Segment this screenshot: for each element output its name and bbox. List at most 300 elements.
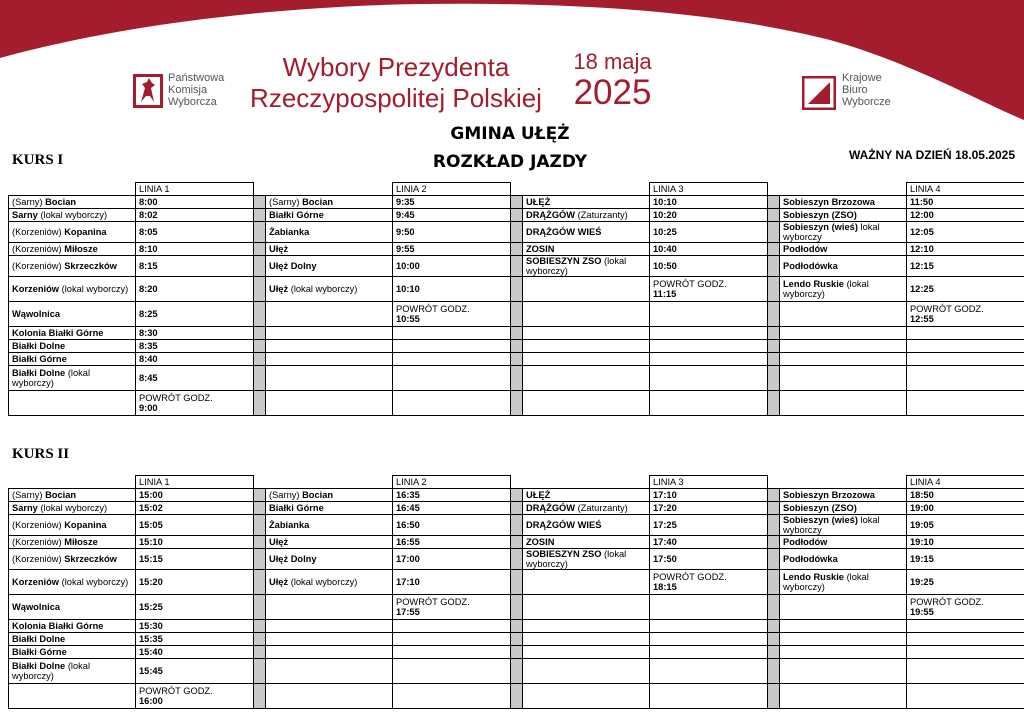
stop-cell (266, 595, 393, 620)
column-gap (511, 549, 523, 570)
stop-time: 15:05 (139, 520, 163, 530)
stop-time: 8:00 (139, 197, 158, 207)
stop-cell (266, 256, 393, 277)
stop-name: Ułęż Dolny (269, 261, 317, 271)
kurs-1-label: KURS I (12, 152, 64, 168)
stop-time: 16:35 (396, 490, 420, 500)
stop-suffix: (lokal wyborczy) (12, 368, 91, 388)
stop-cell (266, 391, 393, 416)
stop-cell (523, 502, 650, 515)
stop-name: Sarny (12, 210, 38, 220)
stop-name: Białki Dolne (12, 368, 66, 378)
time-cell (907, 646, 1024, 659)
election-date (565, 50, 660, 112)
time-cell (650, 646, 768, 659)
stop-cell (266, 489, 393, 502)
stop-cell (9, 353, 136, 366)
return-time: 16:00 (139, 696, 163, 706)
time-cell (650, 222, 768, 243)
header-gap-cell (254, 183, 266, 196)
column-gap (254, 659, 266, 684)
stop-time: 12:15 (910, 261, 934, 271)
pkw-logo (133, 72, 233, 114)
stop-name: Korzeniów (12, 284, 60, 294)
time-cell (907, 502, 1024, 515)
time-cell (650, 502, 768, 515)
stop-time: 15:35 (139, 634, 163, 644)
return-time: 9:00 (139, 403, 158, 413)
time-cell (136, 222, 254, 243)
header-blank-cell (523, 183, 650, 196)
time-cell (393, 366, 511, 391)
stop-name: Korzeniów (12, 577, 60, 587)
time-cell (136, 515, 254, 536)
stop-cell (780, 633, 907, 646)
stop-name: Lendo Ruskie (783, 572, 844, 582)
column-gap (254, 366, 266, 391)
time-cell (907, 196, 1024, 209)
stop-name: UŁĘŻ (526, 490, 551, 500)
stop-prefix: (Sarny) (269, 197, 300, 207)
stop-time: 17:10 (653, 490, 677, 500)
column-gap (254, 222, 266, 243)
stop-cell (523, 646, 650, 659)
time-cell (907, 659, 1024, 684)
return-label: POWRÓT GODZ. (910, 304, 984, 314)
table-row (9, 302, 1024, 327)
kbw-logo-line-3: Wyborcze (842, 96, 891, 108)
schedule-table-kurs-1 (8, 182, 1024, 416)
time-cell (650, 633, 768, 646)
column-gap (254, 502, 266, 515)
column-gap (254, 327, 266, 340)
column-gap (254, 646, 266, 659)
stop-time: 15:25 (139, 602, 163, 612)
column-gap (511, 366, 523, 391)
column-gap (768, 366, 780, 391)
stop-suffix: lokal wyborczy (783, 222, 880, 242)
pkw-logo-line-2: Komisja (168, 84, 208, 96)
stop-time: 17:20 (653, 503, 677, 513)
stop-name: Sobieszyn (wieś) (783, 222, 858, 232)
return-time: 17:55 (396, 607, 420, 617)
column-gap (511, 353, 523, 366)
time-cell (136, 366, 254, 391)
time-cell (393, 277, 511, 302)
stop-suffix: (lokal wyborczy) (40, 503, 108, 513)
column-gap (254, 196, 266, 209)
time-cell (907, 391, 1024, 416)
time-cell (393, 646, 511, 659)
stop-cell (266, 633, 393, 646)
table-row (9, 684, 1024, 709)
stop-cell (266, 327, 393, 340)
stop-name: Kolonia Białki Górne (12, 328, 104, 338)
stop-prefix: (Korzeniów) (12, 554, 62, 564)
column-gap (768, 209, 780, 222)
time-cell (136, 646, 254, 659)
line-header: LINIA 4 (907, 183, 1024, 196)
stop-cell (523, 222, 650, 243)
return-time: 12:55 (910, 314, 934, 324)
time-cell (393, 327, 511, 340)
time-cell (650, 327, 768, 340)
column-gap (511, 222, 523, 243)
stop-cell (266, 549, 393, 570)
stop-time: 16:45 (396, 503, 420, 513)
time-cell (907, 536, 1024, 549)
stop-time: 19:10 (910, 537, 934, 547)
column-gap (768, 327, 780, 340)
stop-cell (266, 366, 393, 391)
stop-time: 17:50 (653, 554, 677, 564)
stop-cell (780, 646, 907, 659)
table-row (9, 366, 1024, 391)
kbw-logo-line-1: Krajowe (842, 72, 882, 84)
column-gap (511, 536, 523, 549)
line-header: LINIA 2 (393, 476, 511, 489)
column-gap (768, 536, 780, 549)
table-row (9, 515, 1024, 536)
stop-cell (9, 366, 136, 391)
stop-suffix: (lokal wyborczy) (526, 256, 627, 276)
stop-name: DRĄŻGÓW WIEŚ (526, 520, 602, 530)
eagle-emblem-icon (712, 36, 772, 116)
table-row (9, 353, 1024, 366)
kbw-logo (802, 72, 912, 114)
stop-name: Sobieszyn Brzozowa (783, 197, 875, 207)
column-gap (254, 633, 266, 646)
stop-cell (780, 684, 907, 709)
stop-name: Białki Dolne (12, 634, 66, 644)
stop-cell (9, 222, 136, 243)
time-cell (650, 620, 768, 633)
column-gap (511, 659, 523, 684)
pkw-logo-line-3: Wyborcza (168, 96, 217, 108)
header-gap-cell (768, 183, 780, 196)
column-gap (511, 391, 523, 416)
stop-cell (266, 684, 393, 709)
stop-time: 10:25 (653, 227, 677, 237)
stop-cell (523, 366, 650, 391)
stop-name: Białki Dolne (12, 661, 66, 671)
time-cell (393, 515, 511, 536)
stop-name: Białki Górne (269, 210, 324, 220)
time-cell (393, 536, 511, 549)
stop-time: 10:40 (653, 244, 677, 254)
time-cell (907, 353, 1024, 366)
line-header: LINIA 1 (136, 476, 254, 489)
election-date-year: 2025 (573, 73, 652, 112)
column-gap (254, 684, 266, 709)
stop-name: Białki Górne (269, 503, 324, 513)
table-row (9, 340, 1024, 353)
stop-name: Bocian (45, 197, 77, 207)
column-gap (511, 489, 523, 502)
time-cell (650, 684, 768, 709)
stop-cell (9, 243, 136, 256)
stop-cell (780, 209, 907, 222)
time-cell (136, 243, 254, 256)
column-gap (768, 570, 780, 595)
column-gap (511, 243, 523, 256)
stop-cell (9, 391, 136, 416)
stop-time: 16:55 (396, 537, 420, 547)
column-gap (768, 222, 780, 243)
stop-cell (523, 549, 650, 570)
header-blank-cell (523, 476, 650, 489)
stop-time: 11:50 (910, 197, 934, 207)
time-cell (907, 327, 1024, 340)
time-cell (907, 684, 1024, 709)
stop-cell (266, 646, 393, 659)
stop-cell (9, 209, 136, 222)
stop-time: 19:00 (910, 503, 934, 513)
stop-cell (780, 256, 907, 277)
stop-cell (266, 277, 393, 302)
stop-cell (266, 196, 393, 209)
time-cell (650, 659, 768, 684)
time-cell (650, 536, 768, 549)
stop-time: 8:45 (139, 373, 158, 383)
stop-time: 15:20 (139, 577, 163, 587)
election-title (246, 52, 546, 114)
table-row (9, 222, 1024, 243)
stop-cell (523, 515, 650, 536)
line-header: LINIA 3 (650, 183, 768, 196)
stop-time: 15:40 (139, 647, 163, 657)
stop-name: DRĄŻGÓW WIEŚ (526, 227, 602, 237)
time-cell (650, 340, 768, 353)
stop-cell (523, 302, 650, 327)
stop-name: Ułęż (269, 284, 289, 294)
stop-cell (266, 243, 393, 256)
column-gap (768, 502, 780, 515)
stop-name: Żabianka (269, 520, 310, 530)
stop-time: 8:40 (139, 354, 158, 364)
stop-name: Kopanina (64, 520, 107, 530)
column-gap (511, 256, 523, 277)
time-cell (136, 340, 254, 353)
column-gap (254, 391, 266, 416)
table-row (9, 549, 1024, 570)
stop-cell (266, 536, 393, 549)
column-gap (254, 549, 266, 570)
time-cell (136, 327, 254, 340)
header-blank-cell (9, 476, 136, 489)
stop-suffix: (lokal wyborczy) (12, 661, 91, 681)
stop-suffix: (lokal wyborczy) (783, 279, 869, 299)
stop-suffix: (Zaturzanty) (577, 210, 628, 220)
stop-time: 19:25 (910, 577, 934, 587)
header-blank-cell (266, 183, 393, 196)
table-row (9, 277, 1024, 302)
stop-suffix: (lokal wyborczy) (61, 577, 129, 587)
column-gap (768, 256, 780, 277)
column-gap (768, 646, 780, 659)
stop-suffix: (lokal wyborczy) (526, 549, 627, 569)
stop-cell (523, 659, 650, 684)
stop-cell (9, 256, 136, 277)
column-gap (511, 620, 523, 633)
stop-time: 19:15 (910, 554, 934, 564)
stop-cell (9, 340, 136, 353)
time-cell (907, 222, 1024, 243)
stop-cell (523, 209, 650, 222)
stop-time: 10:50 (653, 261, 677, 271)
time-cell (393, 256, 511, 277)
stop-suffix: (lokal wyborczy) (783, 572, 869, 592)
stop-name: Bocian (302, 197, 334, 207)
column-gap (768, 595, 780, 620)
stop-time: 19:05 (910, 520, 934, 530)
time-cell (136, 353, 254, 366)
table-row (9, 196, 1024, 209)
time-cell (907, 277, 1024, 302)
time-cell (136, 659, 254, 684)
column-gap (511, 515, 523, 536)
column-gap (768, 302, 780, 327)
column-gap (254, 570, 266, 595)
stop-cell (9, 489, 136, 502)
return-time: 11:15 (653, 289, 677, 299)
column-gap (768, 391, 780, 416)
header-blank-cell (9, 183, 136, 196)
stop-cell (266, 353, 393, 366)
table-row (9, 595, 1024, 620)
time-cell (393, 222, 511, 243)
time-cell (650, 570, 768, 595)
stop-time: 12:25 (910, 284, 934, 294)
column-gap (511, 196, 523, 209)
stop-cell (9, 684, 136, 709)
stop-cell (9, 620, 136, 633)
stop-time: 8:02 (139, 210, 158, 220)
stop-cell (523, 570, 650, 595)
stop-cell (780, 549, 907, 570)
time-cell (393, 196, 511, 209)
column-gap (511, 684, 523, 709)
stop-cell (9, 327, 136, 340)
column-gap (768, 684, 780, 709)
time-cell (393, 570, 511, 595)
time-cell (393, 391, 511, 416)
header-gap-cell (511, 476, 523, 489)
column-gap (768, 515, 780, 536)
stop-name: Białki Dolne (12, 341, 66, 351)
stop-cell (780, 353, 907, 366)
column-gap (511, 302, 523, 327)
stop-suffix: lokal wyborczy (783, 515, 880, 535)
table-row (9, 502, 1024, 515)
stop-time: 12:05 (910, 227, 934, 237)
return-label: POWRÓT GODZ. (653, 572, 727, 582)
stop-cell (266, 340, 393, 353)
election-title-line-1: Wybory Prezydenta (282, 52, 510, 82)
stop-name: Ułęż Dolny (269, 554, 317, 564)
stop-cell (523, 595, 650, 620)
stop-time: 9:45 (396, 210, 415, 220)
column-gap (254, 515, 266, 536)
stop-name: SOBIESZYN ZSO (526, 549, 602, 559)
time-cell (650, 302, 768, 327)
stop-cell (266, 302, 393, 327)
time-cell (650, 209, 768, 222)
stop-time: 8:30 (139, 328, 158, 338)
time-cell (907, 595, 1024, 620)
stop-name: Żabianka (269, 227, 310, 237)
table-row (9, 209, 1024, 222)
stop-name: Bocian (302, 490, 334, 500)
stop-time: 15:15 (139, 554, 163, 564)
kurs-2-label: KURS II (12, 446, 70, 462)
stop-cell (9, 549, 136, 570)
time-cell (136, 391, 254, 416)
stop-cell (523, 633, 650, 646)
stop-cell (780, 302, 907, 327)
return-time: 19:55 (910, 607, 934, 617)
stop-time: 15:02 (139, 503, 163, 513)
stop-cell (780, 536, 907, 549)
stop-cell (9, 646, 136, 659)
return-label: POWRÓT GODZ. (396, 597, 470, 607)
stop-time: 15:45 (139, 666, 163, 676)
time-cell (907, 209, 1024, 222)
column-gap (768, 549, 780, 570)
header-blank-cell (780, 476, 907, 489)
column-gap (254, 340, 266, 353)
stop-name: Wąwolnica (12, 602, 61, 612)
stop-cell (523, 684, 650, 709)
column-gap (254, 353, 266, 366)
stop-name: Ułęż (269, 537, 289, 547)
stop-name: DRĄŻGÓW (526, 503, 576, 513)
stop-time: 12:00 (910, 210, 934, 220)
column-gap (511, 209, 523, 222)
column-gap (768, 243, 780, 256)
column-gap (768, 659, 780, 684)
time-cell (393, 684, 511, 709)
time-cell (907, 633, 1024, 646)
stop-time: 18:50 (910, 490, 934, 500)
return-time: 10:55 (396, 314, 420, 324)
stop-time: 17:40 (653, 537, 677, 547)
stop-time: 12:10 (910, 244, 934, 254)
stop-prefix: (Korzeniów) (12, 261, 62, 271)
time-cell (136, 256, 254, 277)
stop-cell (780, 620, 907, 633)
table-row (9, 659, 1024, 684)
stop-time: 8:10 (139, 244, 158, 254)
stop-name: Kolonia Białki Górne (12, 621, 104, 631)
stop-cell (523, 327, 650, 340)
time-cell (393, 489, 511, 502)
stop-name: ZOSIN (526, 537, 555, 547)
stop-time: 8:15 (139, 261, 158, 271)
stop-time: 16:50 (396, 520, 420, 530)
return-time: 18:15 (653, 582, 677, 592)
stop-time: 8:25 (139, 309, 158, 319)
time-cell (393, 659, 511, 684)
stop-time: 8:20 (139, 284, 158, 294)
table-row (9, 327, 1024, 340)
time-cell (136, 196, 254, 209)
line-header: LINIA 1 (136, 183, 254, 196)
stop-cell (9, 659, 136, 684)
header-gap-cell (511, 183, 523, 196)
stop-time: 17:00 (396, 554, 420, 564)
line-header: LINIA 4 (907, 476, 1024, 489)
